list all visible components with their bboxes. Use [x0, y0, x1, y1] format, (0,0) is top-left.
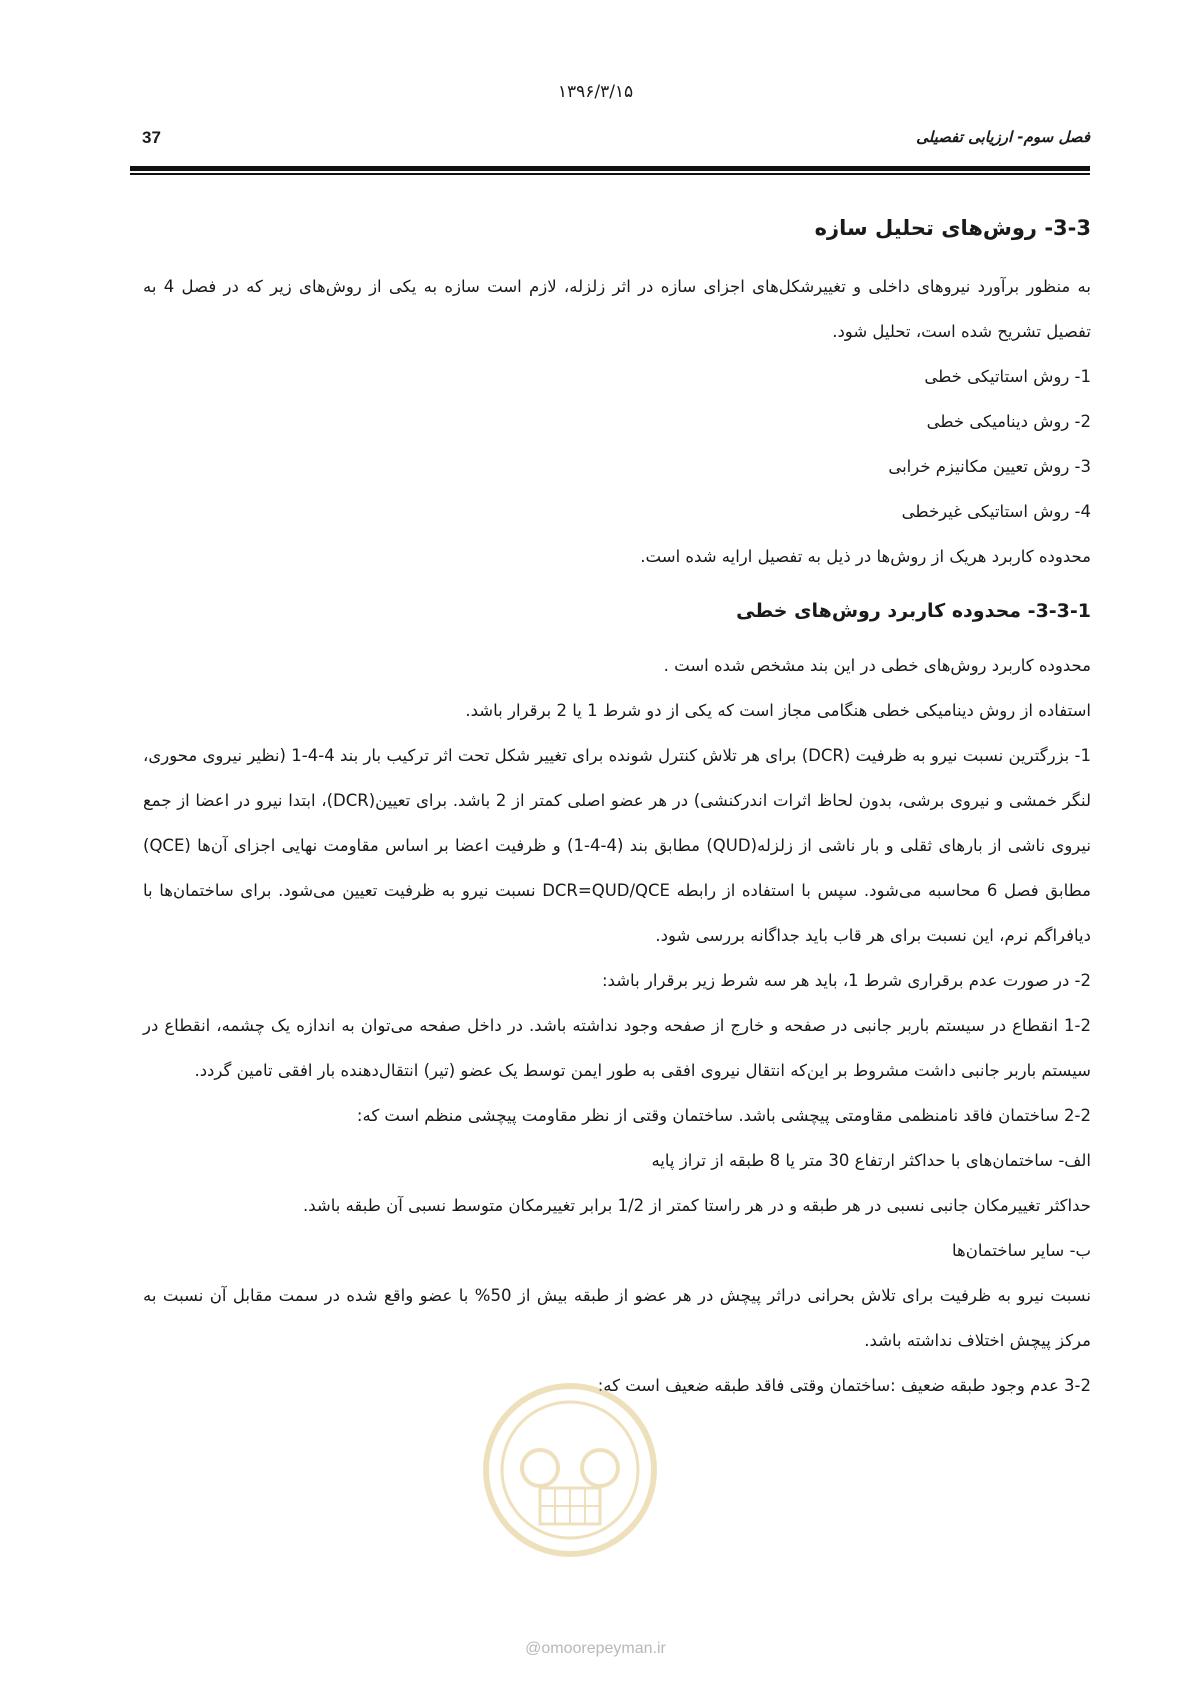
page-content — [143, 196, 1091, 1408]
condition-2-2-a-text: حداکثر تغییرمکان جانبی نسبی در هر طبقه و در هر راستا کمتر از 1/2 برابر تغییرمکان متوسط نسبی آن طبقه باشد. — [302, 1196, 1091, 1215]
condition-1: 1- بزرگترین نسبت نیرو به ظرفیت (DCR) برای هر تلاش کنترل شونده برای تغییر شکل تحت اثر ترکیب بار بند 4-4-1 (نظیر نیروی محوری، لنگر خمشی و نیروی برشی، بدون لحاظ اثرات اندرکنشی) در هر عضو اصلی کمتر از 2 باشد. برای تعیین(DCR)، ابتدا نیرو در اعضا از جمع نیروی ناشی از بارهای ثقلی و بار ناشی از زلزله(QUD) مطابق بند (4-4-1) و ظرفیت اعضا بر اساس مقاومت نهایی اجزای آن‌ها (QCE) مطابق فصل 6 محاسبه می‌شود. سپس با استفاده از رابطه DCR=QUD/QCE نسبت نیرو به ظرفیت تعیین می‌شود. برای ساختمان‌ها با دیافراگم نرم، این نسبت برای هر قاب باید جداگانه بررسی شود. — [143, 746, 1092, 945]
section-heading: 3-3- روش‌های تحلیل سازه — [814, 216, 1091, 240]
watermark-seal-icon — [480, 1380, 660, 1560]
subsection-heading: 3-3-1- محدوده کاربرد روش‌های خطی — [736, 600, 1091, 622]
chapter-title: فصل سوم- ارزیابی تفصیلی — [916, 128, 1090, 146]
paragraph-2: استفاده از روش دینامیکی خطی هنگامی مجاز است که یکی از دو شرط 1 یا 2 برقرار باشد. — [465, 701, 1091, 720]
method-item-4: 4- روش استاتیکی غیرخطی — [901, 502, 1091, 521]
condition-2-2-b-text: نسبت نیرو به ظرفیت برای تلاش بحرانی دراثر پیچش در هر عضو از طبقه بیش از 50% با عضو واقع شده در سمت مقابل آن نسبت به مرکز پیچش اختلاف نداشته باشد. — [143, 1286, 1091, 1350]
method-item-1: 1- روش استاتیکی خطی — [924, 367, 1091, 386]
page-header — [130, 128, 1090, 160]
paragraph-1: محدوده کاربرد روش‌های خطی در این بند مشخص شده است . — [663, 656, 1091, 675]
condition-2-2: 2-2 ساختمان فاقد نامنظمی مقاومتی پیچشی باشد. ساختمان وقتی از نظر مقاومت پیچشی منظم است که: — [356, 1106, 1091, 1125]
website-watermark: @omoorepeyman.ir — [525, 1640, 666, 1657]
condition-2-3: 3-2 عدم وجود طبقه ضعیف :ساختمان وقتی فاقد طبقه ضعیف است که: — [597, 1376, 1091, 1395]
header-rule-thick — [130, 166, 1090, 171]
condition-2-2-b: ب- سایر ساختمان‌ها — [952, 1241, 1091, 1260]
header-rule-thin — [130, 173, 1090, 175]
section-outro: محدوده کاربرد هریک از روش‌ها در ذیل به تفصیل ارایه شده است. — [640, 547, 1091, 566]
method-item-3: 3- روش تعیین مکانیزم خرابی — [888, 457, 1091, 476]
method-item-2: 2- روش دینامیکی خطی — [926, 412, 1091, 431]
page-number: 37 — [142, 128, 161, 147]
condition-2-1: 1-2 انقطاع در سیستم باربر جانبی در صفحه و خارج از صفحه وجود نداشته باشد. در داخل صفحه می‌توان به اندازه یک چشمه، انقطاع در سیستم باربر جانبی داشت مشروط بر این‌که انتقال نیروی افقی به طور ایمن توسط یک عضو (تیر) انتقال‌دهنده بار افقی تامین گردد. — [143, 1016, 1091, 1080]
document-date: ۱۳۹۶/۳/۱۵ — [557, 82, 634, 102]
condition-2: 2- در صورت عدم برقراری شرط 1، باید هر سه شرط زیر برقرار باشد: — [602, 971, 1091, 990]
section-intro: به منظور برآورد نیروهای داخلی و تغییرشکل‌های اجزای سازه در اثر زلزله، لازم است سازه به یکی از روش‌های زیر که در فصل 4 به تفصیل تشریح شده است، تحلیل شود. — [143, 277, 1091, 341]
condition-2-2-a: الف- ساختمان‌های با حداکثر ارتفاع 30 متر یا 8 طبقه از تراز پایه — [651, 1151, 1091, 1170]
